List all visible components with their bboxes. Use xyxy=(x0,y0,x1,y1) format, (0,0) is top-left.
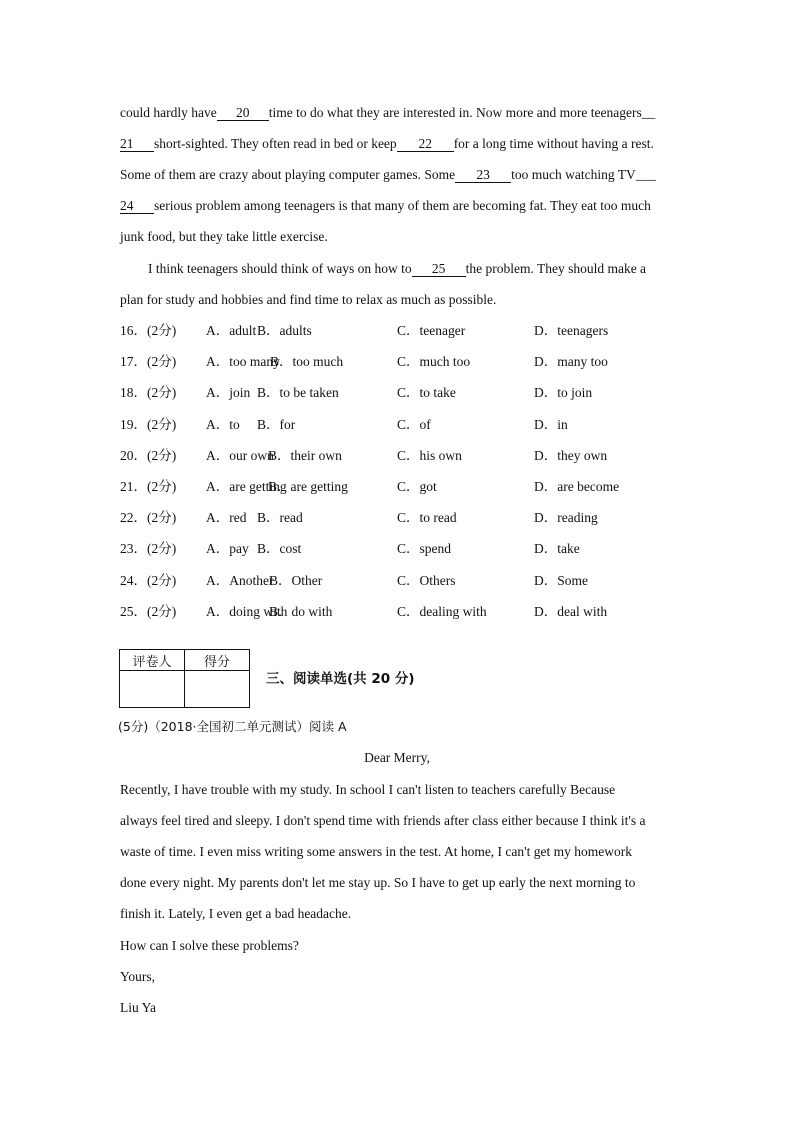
question-item xyxy=(120,353,680,371)
option-d[interactable]: D．are become xyxy=(534,479,620,494)
question-number: 18．(2分) xyxy=(120,385,177,400)
blank-21: 21 xyxy=(120,136,154,152)
passage-text: time to do what they are interested in. Now more and more teenagers xyxy=(268,105,642,120)
question-item xyxy=(120,509,680,527)
option-b[interactable]: B．too much xyxy=(270,354,344,369)
option-a[interactable]: A．are getting xyxy=(206,479,287,494)
option-d[interactable]: D．to join xyxy=(534,385,593,400)
option-a[interactable]: A．red xyxy=(206,510,247,525)
option-c[interactable]: C．much too xyxy=(397,354,471,369)
blank-22: 22 xyxy=(397,136,454,152)
option-d[interactable]: D．teenagers xyxy=(534,323,609,338)
passage-text: the problem. They should make a xyxy=(465,261,647,276)
letter-salutation: Dear Merry, xyxy=(364,750,430,765)
letter-line: done every night. My parents don't let me stay up. So I have to get up early the next morning to xyxy=(120,875,636,890)
option-c[interactable]: C．to read xyxy=(397,510,457,525)
question-item xyxy=(120,447,680,465)
letter-closing: Yours, xyxy=(120,969,156,984)
option-c[interactable]: C．his own xyxy=(397,448,462,463)
option-b[interactable]: B．for xyxy=(257,417,296,432)
question-number: 25．(2分) xyxy=(120,604,177,619)
question-number: 24．(2分) xyxy=(120,573,177,588)
option-c[interactable]: C．of xyxy=(397,417,431,432)
option-b[interactable]: B．Other xyxy=(269,573,323,588)
option-d[interactable]: D．many too xyxy=(534,354,608,369)
option-b[interactable]: B．adults xyxy=(257,323,312,338)
letter-line: How can I solve these problems? xyxy=(120,938,299,953)
passage-text: short-sighted. They often read in bed or keep xyxy=(154,136,397,151)
letter-line: finish it. Lately, I even get a bad headache. xyxy=(120,906,352,921)
question-number: 16．(2分) xyxy=(120,323,177,338)
question-number: 19．(2分) xyxy=(120,417,177,432)
blank-20: 20 xyxy=(217,105,269,121)
passage-line xyxy=(120,166,656,184)
option-b[interactable]: B．cost xyxy=(257,541,302,556)
passage-trail: ___ xyxy=(635,167,657,182)
question-number: 22．(2分) xyxy=(120,510,177,525)
letter-line: Recently, I have trouble with my study. In school I can't listen to teachers carefully Because xyxy=(120,782,616,797)
option-c[interactable]: C．got xyxy=(397,479,437,494)
question-number: 23．(2分) xyxy=(120,541,177,556)
passage-text: too much watching TV xyxy=(511,167,636,182)
passage-line: junk food, but they take little exercise. xyxy=(120,229,328,244)
passage-line: plan for study and hobbies and find time to relax as much as possible. xyxy=(120,292,497,307)
option-b[interactable]: B．their own xyxy=(268,448,342,463)
question-item xyxy=(120,478,680,496)
passage-line xyxy=(120,197,651,215)
option-b[interactable]: B．to be taken xyxy=(257,385,339,400)
blank-24: 24 xyxy=(120,198,154,214)
score-header: 得分 xyxy=(185,650,250,671)
option-b[interactable]: B．read xyxy=(257,510,303,525)
question-item xyxy=(120,416,680,434)
option-a[interactable]: A．adult xyxy=(206,323,257,338)
passage-line xyxy=(148,260,646,278)
option-c[interactable]: C．to take xyxy=(397,385,456,400)
option-c[interactable]: C．Others xyxy=(397,573,456,588)
section-title: 三、阅读单选(共 20 分) xyxy=(266,671,415,687)
blank-23: 23 xyxy=(455,167,511,183)
question-item xyxy=(120,603,680,621)
option-d[interactable]: D．reading xyxy=(534,510,598,525)
option-c[interactable]: C．teenager xyxy=(397,323,466,338)
passage-line xyxy=(120,104,655,122)
passage-text: could hardly have xyxy=(120,105,217,120)
question-number: 17．(2分) xyxy=(120,354,177,369)
letter-signature: Liu Ya xyxy=(120,1000,157,1015)
option-b[interactable]: B．are getting xyxy=(268,479,348,494)
option-d[interactable]: D．they own xyxy=(534,448,608,463)
question-item xyxy=(120,322,680,340)
passage-line xyxy=(120,135,654,153)
question-item xyxy=(120,540,680,558)
score-cell xyxy=(185,671,250,708)
option-a[interactable]: A．doing with xyxy=(206,604,288,619)
passage-trail: __ xyxy=(641,105,656,120)
question-number: 21．(2分) xyxy=(120,479,177,494)
grader-header: 评卷人 xyxy=(120,650,185,671)
section-intro: (5分)（2018·全国初二单元测试）阅读 A xyxy=(118,719,347,734)
option-b[interactable]: B．do with xyxy=(269,604,333,619)
question-item xyxy=(120,384,680,402)
passage-text: I think teenagers should think of ways on how to xyxy=(148,261,412,276)
option-c[interactable]: C．dealing with xyxy=(397,604,487,619)
option-d[interactable]: D．in xyxy=(534,417,568,432)
passage-text: for a long time without having a rest. xyxy=(453,136,654,151)
option-d[interactable]: D．deal with xyxy=(534,604,608,619)
option-a[interactable]: A．pay xyxy=(206,541,249,556)
question-number: 20．(2分) xyxy=(120,448,177,463)
option-a[interactable]: A．to xyxy=(206,417,240,432)
grader-cell xyxy=(120,671,185,708)
option-a[interactable]: A．Another xyxy=(206,573,274,588)
grading-table xyxy=(119,649,250,708)
letter-line: always feel tired and sleepy. I don't spend time with friends after class either because I think it's a xyxy=(120,813,646,828)
option-a[interactable]: A．our own xyxy=(206,448,274,463)
passage-text: Some of them are crazy about playing computer games. Some xyxy=(120,167,456,182)
letter-line: waste of time. I even miss writing some answers in the test. At home, I can't get my homework xyxy=(120,844,632,859)
option-c[interactable]: C．spend xyxy=(397,541,451,556)
passage-text: serious problem among teenagers is that many of them are becoming fat. They eat too much xyxy=(154,198,651,213)
option-a[interactable]: A．too many xyxy=(206,354,280,369)
option-d[interactable]: D．Some xyxy=(534,573,588,588)
question-item xyxy=(120,572,680,590)
blank-25: 25 xyxy=(412,261,466,277)
option-a[interactable]: A．join xyxy=(206,385,251,400)
option-d[interactable]: D．take xyxy=(534,541,580,556)
